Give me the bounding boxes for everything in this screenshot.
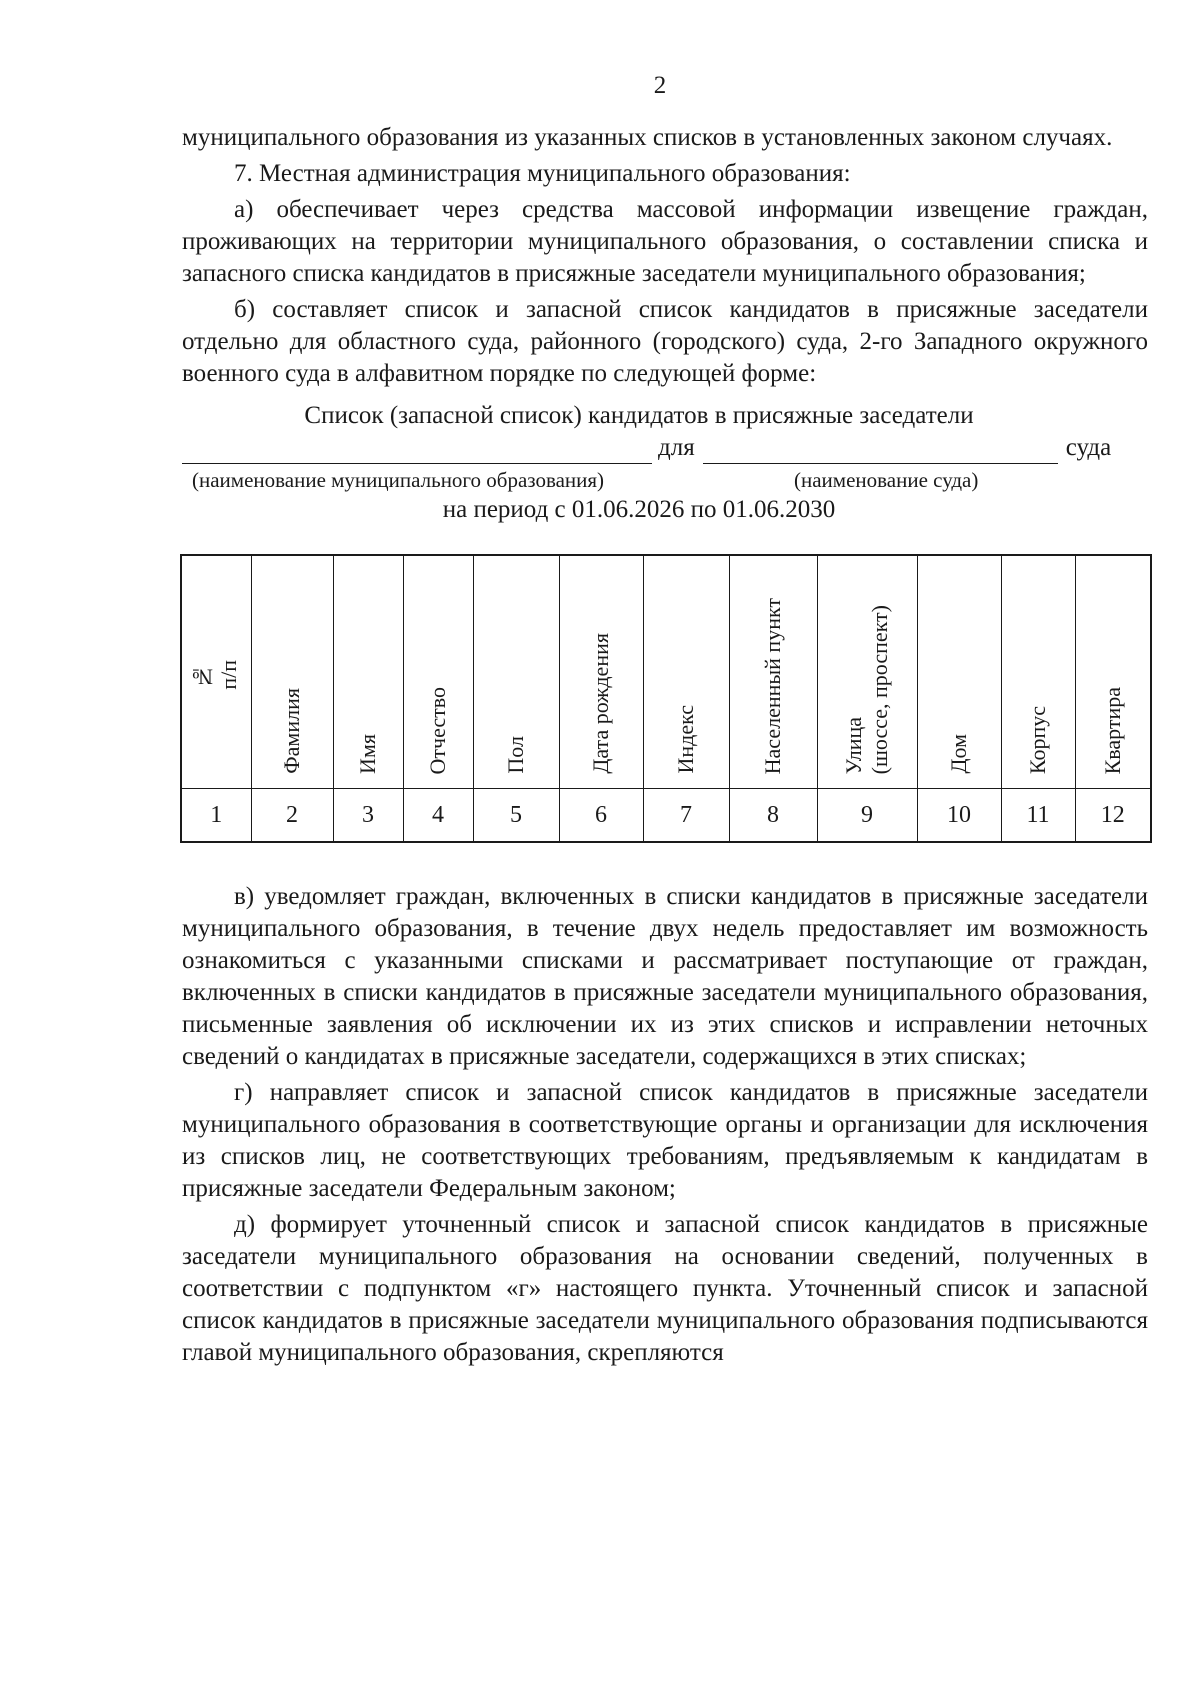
column-number-cell: 1 [181,789,251,843]
header-cell-number [181,555,251,789]
column-number-cell: 7 [643,789,729,843]
caption-court: (наименование суда) [794,468,979,492]
header-cell-index [643,555,729,789]
column-number-cell: 3 [333,789,403,843]
header-cell-sex [473,555,559,789]
page-number: 2 [653,72,667,99]
list-form-template [182,400,1148,526]
paragraph-subitem-g: г) направляет список и запасной список кандидатов в присяжные заседатели муниципального образования в соответствующие органы и организации для исключения из списков лиц, не соответствующих требованиям, предъявляемым к кандидатам в присяжные заседатели Федеральным законом; [182,1079,1148,1202]
header-cell-house [917,555,1001,789]
header-sex-label: Пол [503,736,528,774]
caption-municipality: (наименование муниципального образования) [192,468,605,492]
header-birthdate-label: Дата рождения [588,633,613,774]
column-number-cell: 4 [403,789,473,843]
for-word: для [658,434,695,461]
paragraph-continuation: муниципального образования из указанных списков в установленных законом случаях. [182,124,1113,151]
header-building-label: Корпус [1025,705,1050,774]
candidates-table-wrap [180,554,1148,843]
column-number-cell: 10 [917,789,1001,843]
column-number-cell: 8 [729,789,817,843]
document-body [182,122,1148,1373]
form-period: на период с 01.06.2026 по 01.06.2030 [442,496,836,523]
header-cell-street [817,555,917,789]
header-cell-surname [251,555,333,789]
paragraph-subitem-v: в) уведомляет граждан, включенных в списки кандидатов в присяжные заседатели муниципального образования, в течение двух недель предоставляет им возможность ознакомиться с указанными списками и рассматривает поступающие от граждан, включенных в списки кандидатов в присяжные заседатели муниципального образования, письменные заявления об исключении их из этих списков и исправлении неточных сведений о кандидатах в присяжные заседатели, содержащихся в этих списках; [182,883,1148,1070]
column-number-cell: 11 [1001,789,1075,843]
header-number-label: № п/п [190,660,242,690]
column-number-cell: 6 [559,789,643,843]
header-surname-label: Фамилия [279,688,304,774]
municipality-blank [182,441,652,464]
header-apartment-label: Квартира [1099,686,1125,774]
court-blank [703,441,1058,464]
table-numbering-row [181,789,1151,843]
column-number-cell: 12 [1075,789,1151,843]
header-cell-locality [729,555,817,789]
paragraph-item-7: 7. Местная администрация муниципального образования: [234,160,851,187]
table-header-row [181,555,1151,789]
column-number-cell: 9 [817,789,917,843]
header-locality-label: Населенный пункт [760,597,785,774]
header-street-label: Улица (шоссе, проспект) [841,604,892,774]
paragraph-subitem-d: д) формирует уточненный список и запасной список кандидатов в присяжные заседатели муниципального образования на основании сведений, полученных в соответствии с подпунктом «г» настоящего пункта. Уточненный список и запасной список кандидатов в присяжные заседатели муниципального образования подписываются главой муниципального образования, скрепляются [182,1211,1148,1366]
court-word: суда [1065,434,1112,461]
header-cell-building [1001,555,1075,789]
header-house-label: Дом [946,734,971,774]
form-fill-line [182,432,1148,464]
header-cell-apartment [1075,555,1151,789]
header-name-label: Имя [355,734,380,774]
paragraph-subitem-b: б) составляет список и запасной список кандидатов в присяжные заседатели отдельно для областного суда, районного (городского) суда, 2-го Западного окружного военного суда в алфавитном порядке по следующей форме: [182,296,1148,387]
header-cell-birthdate [559,555,643,789]
header-index-label: Индекс [673,705,698,774]
column-number-cell: 5 [473,789,559,843]
header-cell-name [333,555,403,789]
candidates-table [180,554,1152,843]
paragraph-subitem-a: а) обеспечивает через средства массовой информации извещение граждан, проживающих на территории муниципального образования, о составлении списка и запасного списка кандидатов в присяжные заседатели муниципального образования; [182,196,1148,287]
form-title: Список (запасной список) кандидатов в присяжные заседатели [304,402,974,429]
form-captions [182,464,1148,492]
header-cell-patronymic [403,555,473,789]
column-number-cell: 2 [251,789,333,843]
header-patronymic-label: Отчество [425,686,450,774]
